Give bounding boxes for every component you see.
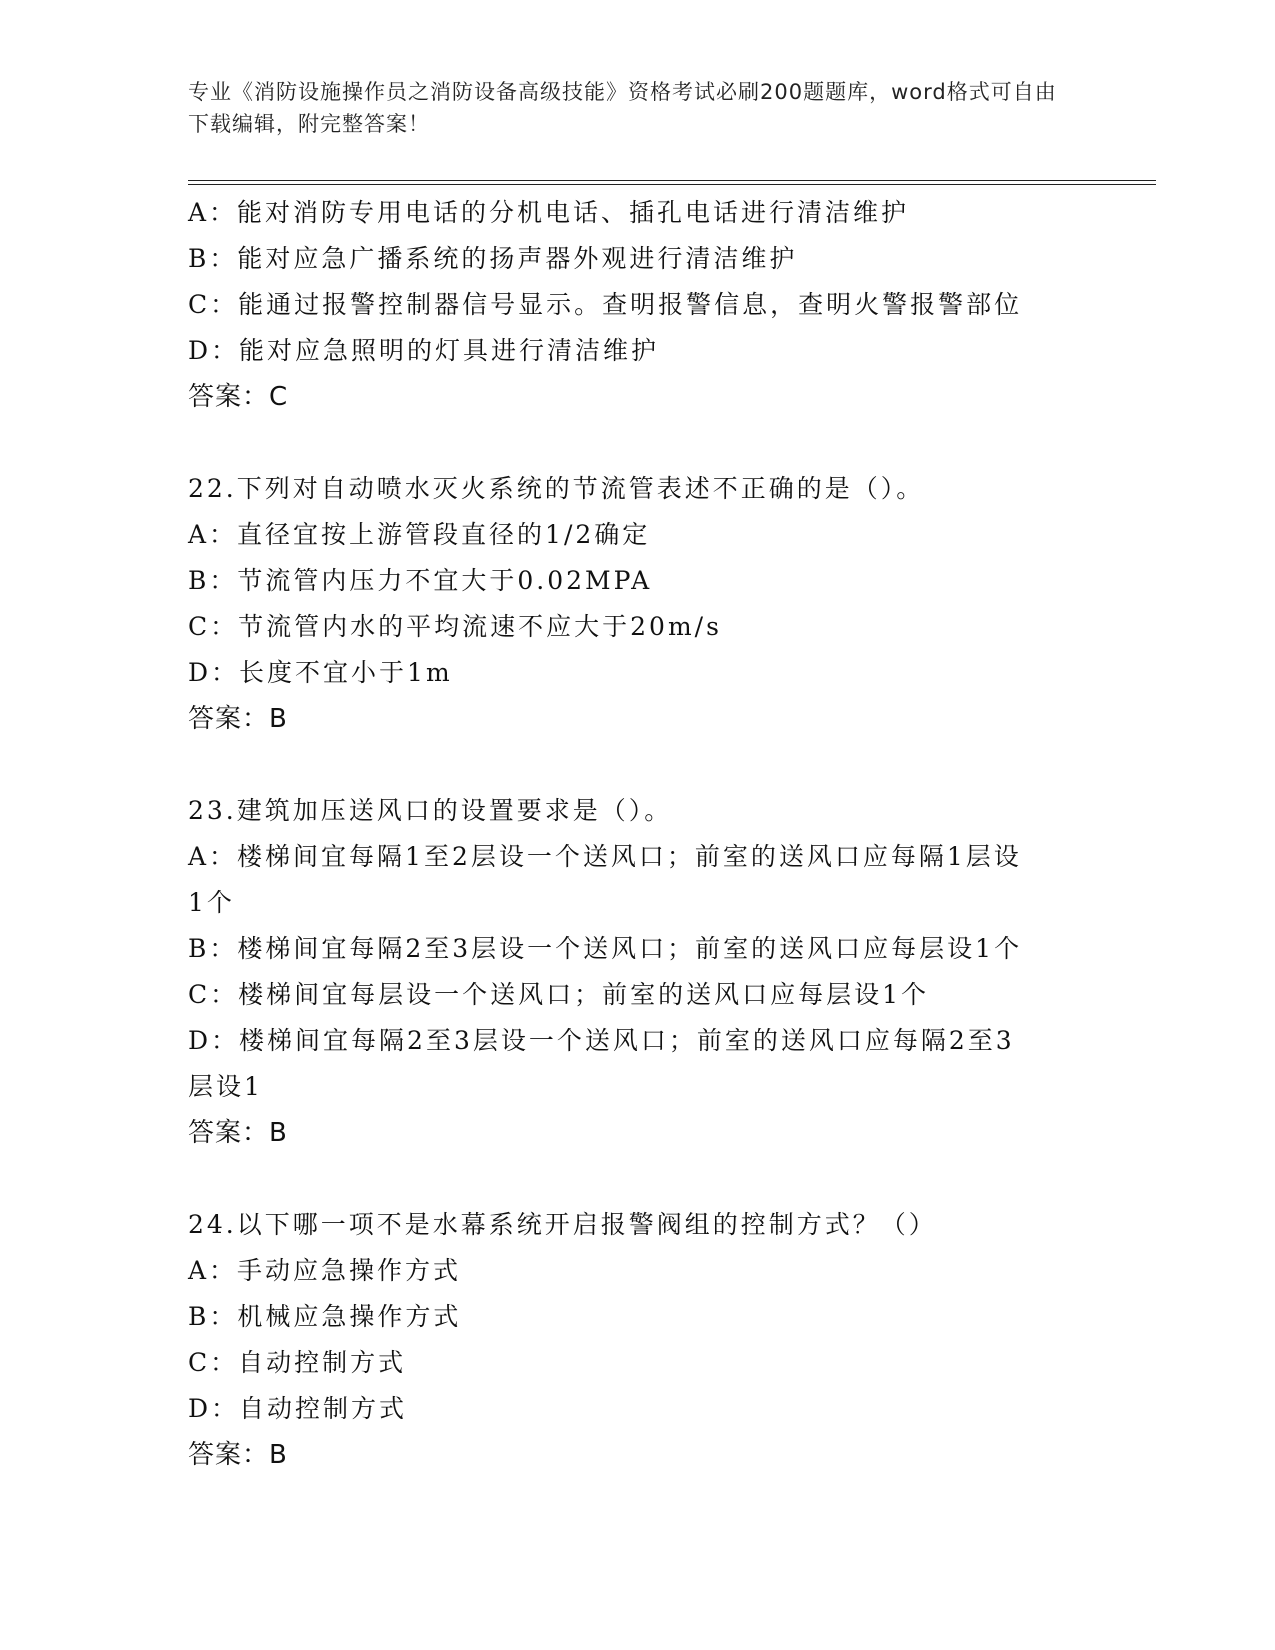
spacer: [188, 420, 1068, 466]
option-b: B：能对应急广播系统的扬声器外观进行清洁维护: [188, 244, 798, 273]
answer-line: 答案：B: [188, 704, 288, 734]
option-c: C：能通过报警控制器信号显示。查明报警信息，查明火警报警部位: [188, 290, 1023, 319]
answer-line: 答案：C: [188, 382, 289, 412]
question-block-22: [188, 466, 1068, 742]
option-b: B：楼梯间宜每隔2至3层设一个送风口；前室的送风口应每层设1个: [188, 934, 1023, 963]
question-stem: 24.以下哪一项不是水幕系统开启报警阀组的控制方式？（）: [188, 1210, 937, 1239]
answer-line: 答案：B: [188, 1118, 288, 1148]
option-b: B：机械应急操作方式: [188, 1302, 462, 1331]
document-header: 专业《消防设施操作员之消防设备高级技能》资格考试必刷200题题库，word格式可自由下载编辑，附完整答案！: [188, 80, 1057, 136]
option-a: A：能对消防专用电话的分机电话、插孔电话进行清洁维护: [188, 198, 910, 227]
answer-line: 答案：B: [188, 1440, 288, 1470]
question-block-23: [188, 788, 1068, 1156]
option-a: A：楼梯间宜每隔1至2层设一个送风口；前室的送风口应每隔1层设: [188, 842, 1022, 871]
question-list: [188, 190, 1068, 1478]
option-c: C：自动控制方式: [188, 1348, 407, 1377]
option-b: B：节流管内压力不宜大于0.02MPA: [188, 566, 653, 595]
spacer: [188, 1156, 1068, 1202]
question-block-24: [188, 1202, 1068, 1478]
option-a-continued: 1个: [188, 888, 235, 917]
option-d: D：能对应急照明的灯具进行清洁维护: [188, 336, 660, 365]
header-divider-top: [188, 180, 1156, 181]
question-block-21: [188, 190, 1068, 420]
header-divider-bottom: [188, 184, 1156, 185]
option-d: D：楼梯间宜每隔2至3层设一个送风口；前室的送风口应每隔2至3: [188, 1026, 1015, 1055]
option-d-continued: 层设1: [188, 1072, 263, 1101]
option-a: A：手动应急操作方式: [188, 1256, 462, 1285]
option-c: C：楼梯间宜每层设一个送风口；前室的送风口应每层设1个: [188, 980, 930, 1009]
spacer: [188, 742, 1068, 788]
option-d: D：自动控制方式: [188, 1394, 408, 1423]
question-stem: 23.建筑加压送风口的设置要求是（）。: [188, 796, 673, 825]
option-d: D：长度不宜小于1m: [188, 658, 453, 687]
option-a: A：直径宜按上游管段直径的1/2确定: [188, 520, 651, 549]
option-c: C：节流管内水的平均流速不应大于20m/s: [188, 612, 722, 641]
question-stem: 22.下列对自动喷水灭火系统的节流管表述不正确的是（）。: [188, 474, 925, 503]
